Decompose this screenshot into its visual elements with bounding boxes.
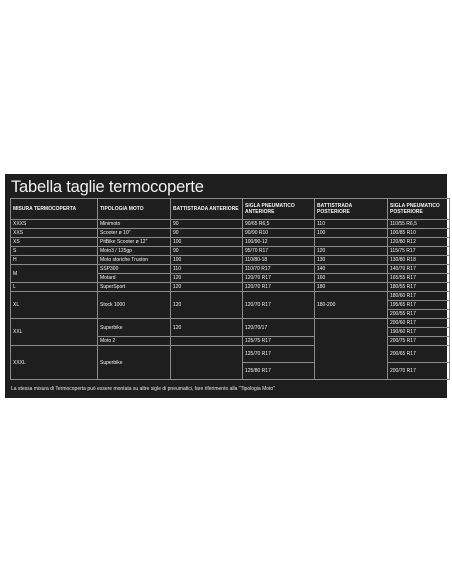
cell-sigla-anteriore: 120/70 R17 [243, 283, 315, 292]
cell-sigla-anteriore: 110/70 R17 [243, 265, 315, 274]
cell-battistrada-anteriore: 90 [171, 220, 243, 229]
cell-misura: XXL [11, 319, 98, 346]
cell-sigla-posteriore: 190/60 R17 [388, 328, 450, 337]
cell-battistrada-anteriore [171, 337, 243, 346]
cell-battistrada-anteriore: 100 [171, 238, 243, 247]
cell-tipologia: Stock 1000 [98, 292, 171, 319]
table-header-row [11, 199, 450, 220]
table-row [11, 220, 450, 229]
cell-misura: H [11, 256, 98, 265]
cell-misura: XS [11, 238, 98, 247]
cell-misura: XXXL [11, 346, 98, 380]
cell-battistrada-posteriore: 180 [315, 283, 388, 292]
cell-misura: S [11, 247, 98, 256]
cell-sigla-posteriore: 200/60 R17 [388, 319, 450, 328]
cell-battistrada-anteriore: 120 [171, 292, 243, 319]
cell-tipologia: Scooter ø 10" [98, 229, 171, 238]
cell-tipologia: Motard [98, 274, 171, 283]
cell-sigla-posteriore: 200/75 R17 [388, 337, 450, 346]
cell-battistrada-posteriore: 120 [315, 247, 388, 256]
cell-battistrada-posteriore: 130 [315, 256, 388, 265]
cell-battistrada-posteriore: 140 [315, 265, 388, 274]
cell-sigla-posteriore: 165/55 R17 [388, 274, 450, 283]
cell-battistrada-anteriore: 100 [171, 256, 243, 265]
cell-tipologia: Minimoto [98, 220, 171, 229]
cell-sigla-posteriore: 180/60 R17 [388, 292, 450, 301]
size-table [10, 198, 450, 380]
cell-sigla-posteriore: 110/55 R6,5 [388, 220, 450, 229]
cell-tipologia: SuperSport [98, 283, 171, 292]
cell-battistrada-anteriore: 90 [171, 229, 243, 238]
cell-sigla-anteriore: 120/70 R17 [243, 292, 315, 319]
cell-sigla-anteriore: 95/70 R17 [243, 247, 315, 256]
cell-tipologia: Superbike [98, 346, 171, 380]
cell-battistrada-anteriore: 120 [171, 319, 243, 337]
cell-battistrada-posteriore [315, 319, 388, 380]
cell-misura: M [11, 265, 98, 283]
cell-sigla-posteriore: 200/55 R17 [388, 310, 450, 319]
header-sigla-posteriore: SIGLA PNEUMATICO POSTERIORE [388, 199, 450, 220]
cell-battistrada-posteriore: 100 [315, 229, 388, 238]
cell-sigla-anteriore: 100/90-12 [243, 238, 315, 247]
cell-sigla-anteriore: 125/75 R17 [243, 337, 315, 346]
cell-sigla-posteriore: 200/65 R17 [388, 346, 450, 363]
size-table-panel [5, 174, 447, 398]
cell-sigla-posteriore: 130/80 R18 [388, 256, 450, 265]
header-battistrada-posteriore: BATTISTRADA POSTERIORE [315, 199, 388, 220]
cell-sigla-posteriore: 195/65 R17 [388, 301, 450, 310]
cell-battistrada-anteriore: 110 [171, 265, 243, 274]
cell-battistrada-posteriore: 160 [315, 274, 388, 283]
cell-sigla-anteriore: 125/70 R17 [243, 346, 315, 363]
cell-battistrada-anteriore: 120 [171, 274, 243, 283]
header-tipologia: TIPOLOGIA MOTO [98, 199, 171, 220]
table-row [11, 283, 450, 292]
cell-sigla-posteriore: 140/70 R17 [388, 265, 450, 274]
cell-tipologia: Moto3 / 125gp [98, 247, 171, 256]
cell-misura: XL [11, 292, 98, 319]
table-row [11, 265, 450, 274]
cell-battistrada-posteriore [315, 238, 388, 247]
cell-sigla-anteriore: 120/70/17 [243, 319, 315, 337]
cell-sigla-anteriore: 90/90 R10 [243, 229, 315, 238]
header-battistrada-anteriore: BATTISTRADA ANTERIORE [171, 199, 243, 220]
table-row [11, 319, 450, 328]
table-row [11, 229, 450, 238]
header-sigla-anteriore: SIGLA PNEUMATICO ANTERIORE [243, 199, 315, 220]
table-row [11, 238, 450, 247]
cell-battistrada-anteriore [171, 346, 243, 380]
cell-sigla-posteriore: 100/85 R10 [388, 229, 450, 238]
table-row [11, 247, 450, 256]
cell-sigla-posteriore: 180/55 R17 [388, 283, 450, 292]
cell-battistrada-posteriore: 180-200 [315, 292, 388, 319]
footnote: La stessa misura di Termocoperta può essere montata su altre sigle di pneumatici, fare riferimento alla "Tipologia Moto" [11, 386, 275, 392]
cell-sigla-anteriore: 125/80 R17 [243, 363, 315, 380]
cell-sigla-anteriore: 120/70 R17 [243, 274, 315, 283]
cell-battistrada-anteriore: 90 [171, 247, 243, 256]
cell-sigla-anteriore: 90/65 R6,5 [243, 220, 315, 229]
cell-sigla-anteriore: 110/80-18 [243, 256, 315, 265]
cell-tipologia: Moto 2 [98, 337, 171, 346]
cell-misura: L [11, 283, 98, 292]
cell-tipologia: Moto storiche Truxton [98, 256, 171, 265]
cell-sigla-posteriore: 200/70 R17 [388, 363, 450, 380]
cell-tipologia: SSP300 [98, 265, 171, 274]
cell-sigla-posteriore: 120/80 R12 [388, 238, 450, 247]
cell-sigla-posteriore: 115/75 R17 [388, 247, 450, 256]
cell-tipologia: Superbike [98, 319, 171, 337]
table-row [11, 256, 450, 265]
table-row [11, 292, 450, 301]
cell-tipologia: PitBike Scooter ø 12" [98, 238, 171, 247]
cell-battistrada-posteriore: 110 [315, 220, 388, 229]
header-misura: MISURA TERMOCOPERTA [11, 199, 98, 220]
cell-battistrada-anteriore: 120 [171, 283, 243, 292]
page-title: Tabella taglie termocoperte [11, 178, 204, 196]
cell-misura: XXXS [11, 220, 98, 229]
cell-misura: XXS [11, 229, 98, 238]
